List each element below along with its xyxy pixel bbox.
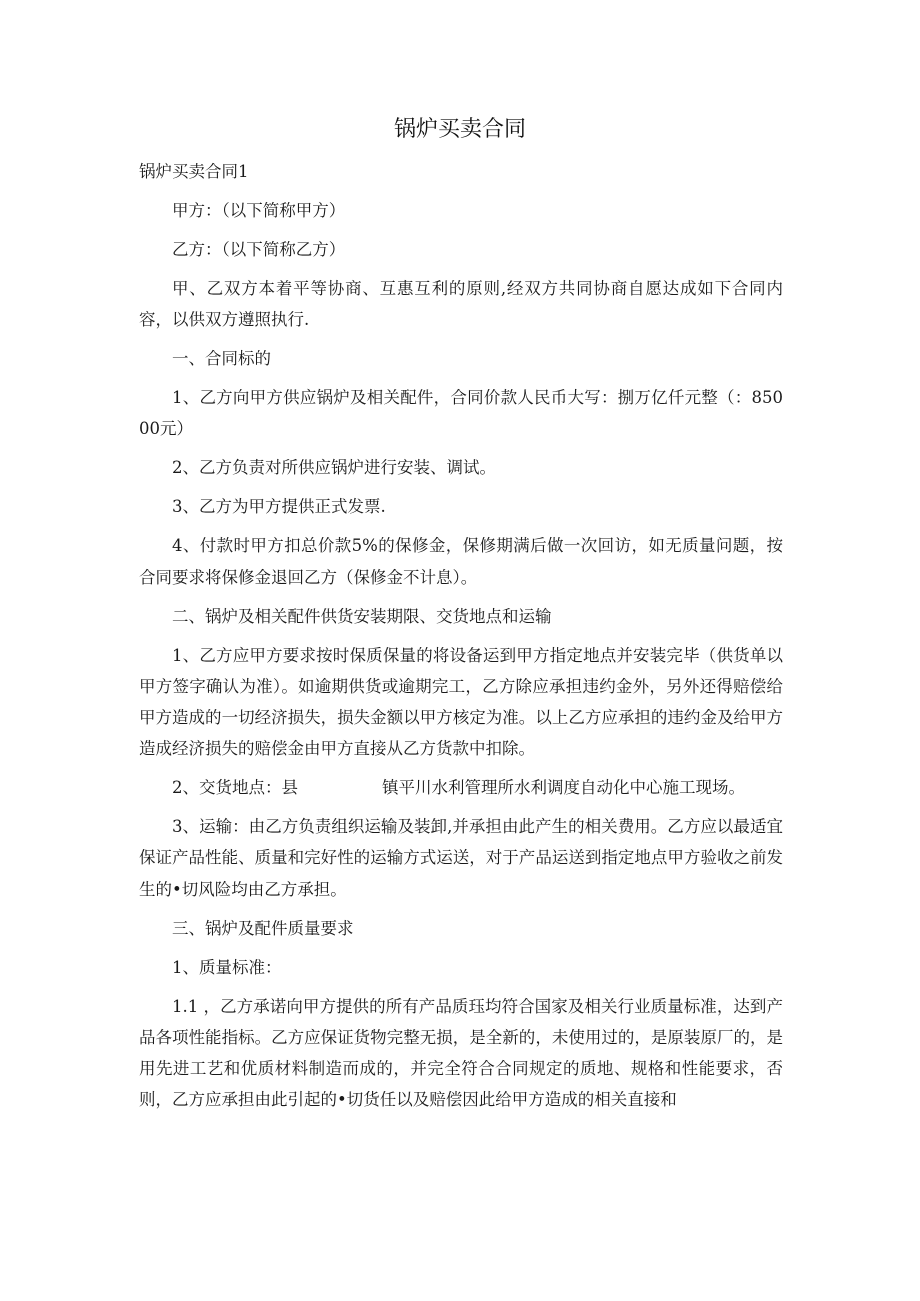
party-b-line: 乙方：（以下简称乙方） [172, 240, 346, 259]
section-1-heading: 一、合同标的 [172, 349, 271, 369]
section-2-heading: 二、锅炉及相关配件供货安装期限、交货地点和运输 [172, 606, 552, 626]
section-3-item-1-1: 1.1 ，乙方承诺向甲方提供的所有产品质珏均符合国家及相关行业质量标准，达到产品各项性能指标。乙方应保证货物完整无损，是全新的，未使用过的，是原装原厂的，是用先进工艺和优质材料制造而成的，并完全符合合同规定的质地、规格和性能要求，否则，乙方应承担由此引起的•切货任以及赔偿因此给甲方造成的相关直接和 [139, 996, 783, 1110]
delivery-location-suffix: 镇平川水利管理所水利调度自动化中心施工现场。 [382, 778, 745, 798]
section-1-item-1: 1、乙方向甲方供应锅炉及相关配件，合同价款人民币大写：捌万亿仟元整（：85000元） [139, 388, 783, 439]
section-1-item-4: 4、付款时甲方扣总价款5%的保修金，保修期满后做一次回访，如无质量问题，按合同要求将保修金退回乙方（保修金不计息）。 [139, 536, 783, 587]
section-2-item-2 [139, 772, 783, 803]
party-a-line: 甲方：（以下简称甲方） [172, 201, 346, 220]
delivery-location-prefix: 2、交货地点：县 [172, 778, 298, 798]
intro-paragraph: 甲、乙双方本着平等协商、互惠互利的原则,经双方共同协商自愿达成如下合同内容，以供双方遵照执行. [139, 279, 783, 330]
section-3-heading: 三、锅炉及配件质量要求 [172, 918, 354, 938]
section-3-item-1: 1、质量标准： [172, 957, 282, 977]
section-1-item-3: 3、乙方为甲方提供正式发票. [172, 497, 386, 517]
section-1-item-2: 2、乙方负责对所供应锅炉进行安装、调试。 [172, 458, 496, 478]
section-2-item-1: 1、乙方应甲方要求按时保质保量的将设备运到甲方指定地点并安装完毕（供货单以甲方签字确认为准）。如逾期供货或逾期完工，乙方除应承担违约金外，另外还得赔偿给甲方造成的一切经济损失，损失金额以甲方核定为准。以上乙方应承担的违约金及给甲方造成经济损失的赔偿金由甲方直接从乙方货款中扣除。 [139, 645, 783, 759]
document-title: 锅炉买卖合同 [393, 117, 526, 142]
document-body [139, 156, 783, 1123]
section-2-item-3: 3、运输：由乙方负责组织运输及装卸,并承担由此产生的相关费用。乙方应以最适宜保证产品性能、质量和完好性的运输方式运送，对于产品运送到指定地点甲方验收之前发生的•切风险均由乙方承担。 [139, 817, 783, 899]
contract-subtitle: 锅炉买卖合同1 [139, 162, 249, 181]
